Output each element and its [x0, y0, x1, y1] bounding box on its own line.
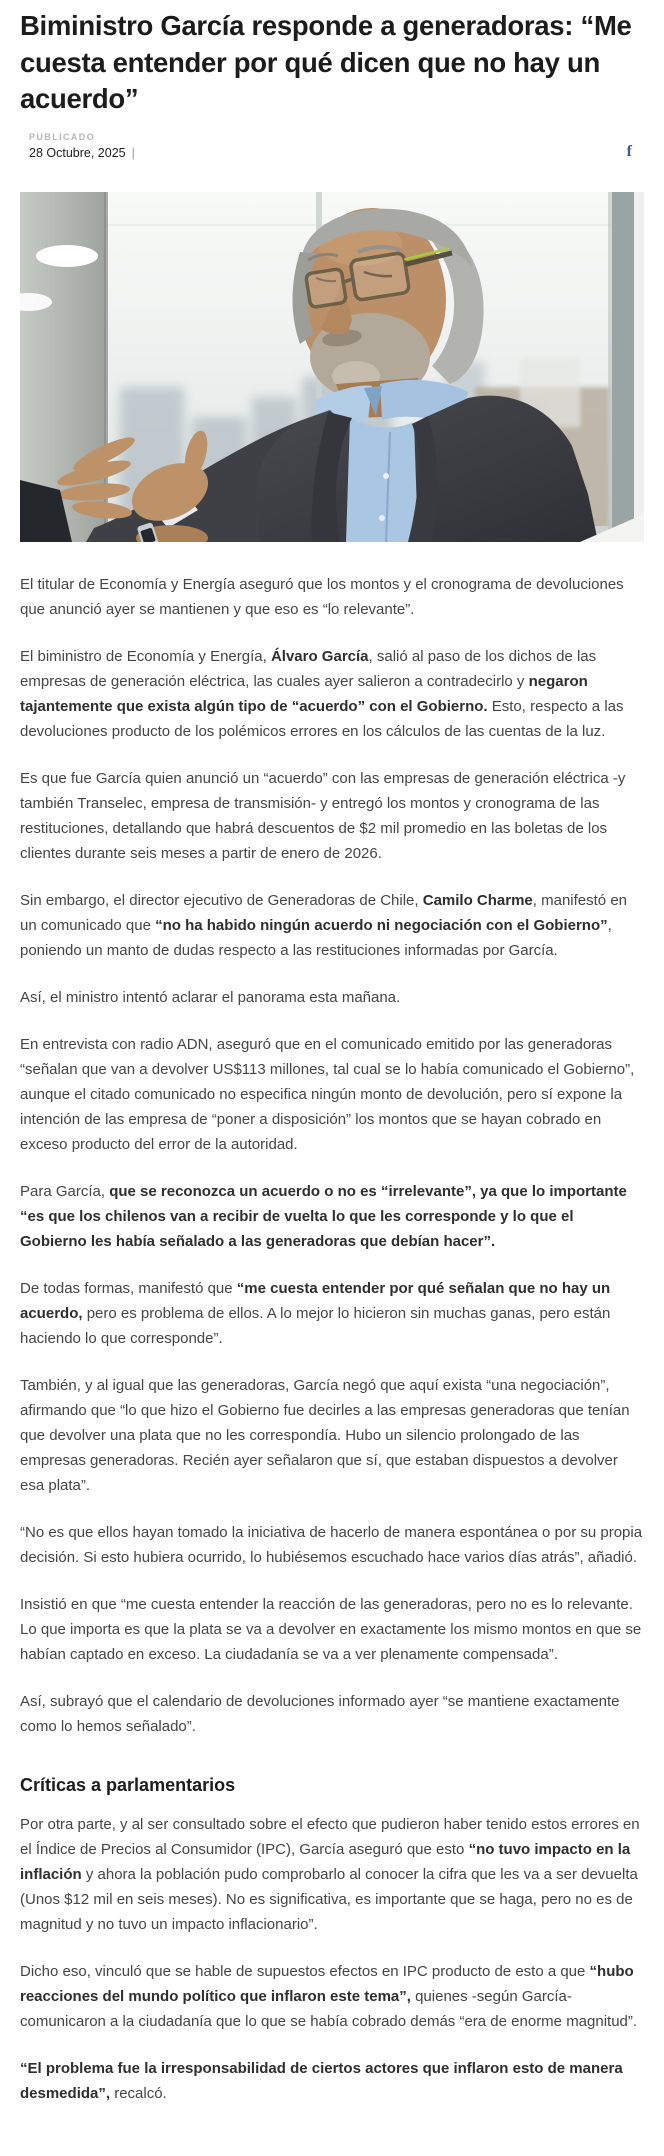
article-paragraph: El biministro de Economía y Energía, Álvaro García, salió al paso de los dichos de las empresas de generación eléctrica, las cuales ayer salieron a contradecirlo y negaron tajantemente que exista algún tipo de “acuerdo” con el Gobierno. Esto, respecto a las devoluciones producto de los polémicos errores en los cálculos de las cuentas de la luz.	[20, 647, 624, 740]
facebook-share-icon[interactable]	[615, 136, 644, 168]
article-photo	[20, 192, 644, 542]
article-paragraph: Así, el ministro intentó aclarar el panorama esta mañana.	[20, 988, 401, 1006]
article-paragraph: Es que fue García quien anunció un “acuerdo” con las empresas de generación eléctrica -y también Transelec, empresa de transmisión- y entregó los montos y cronograma de las restituciones, detallando que habrá descuentos de $2 mil promedio en las boletas de los clientes durante seis meses a partir de enero de 2026.	[20, 769, 626, 862]
article-paragraph: Por otra parte, y al ser consultado sobre el efecto que pudieron haber tenido estos errores en el Índice de Precios al Consumidor (IPC), García aseguró que esto “no tuvo impacto en la inflación y ahora la población pudo comprobarlo al conocer la cifra que les va a ser devuelta (Unos $12 mil en seis meses). No es significativa, es importante que se haga, pero no es de magnitud y no tuvo un impacto inflacionario”.	[20, 1815, 640, 1933]
article-paragraph: Insistió en que “me cuesta entender la reacción de las generadoras, pero no es lo relevante. Lo que importa es que la plata se va a devolver en exactamente los mismo montos en que se habían captado en exceso. La ciudadanía se va a ver plenamente compensada”.	[20, 1595, 642, 1663]
ceiling-light	[36, 245, 98, 267]
article-paragraph: Dicho eso, vinculó que se hable de supuestos efectos en IPC producto de esto a que “hubo reacciones del mundo político que inflaron este tema”, quienes -según García- comunicaron a la ciudadanía que lo que se había cobrado demás “era de enorme magnitud”.	[20, 1962, 638, 2030]
publish-date	[29, 146, 135, 160]
published-label: PUBLICADO	[29, 131, 96, 142]
section-heading: Críticas a parlamentarios	[20, 1774, 236, 1795]
article-paragraph: Sin embargo, el director ejecutivo de Generadoras de Chile, Camilo Charme, manifestó en un comunicado que “no ha habido ningún acuerdo ni negociación con el Gobierno”, poniendo un manto de dudas respecto a las restituciones informadas por García.	[20, 891, 627, 959]
window-frame	[612, 192, 634, 542]
article-paragraph: Así, subrayó que el calendario de devoluciones informado ayer “se mantiene exactamente como lo hemos señalado”.	[20, 1692, 620, 1735]
article-paragraph: También, y al igual que las generadoras, García negó que aquí exista “una negociación”, afirmando que “lo que hizo el Gobierno fue decirles a las empresas generadoras que tenían que devolver una plata que no les correspondía. Hubo un silencio prolongado de las empresas generadoras. Recién ayer señalaron que sí, que estaban dispuestos a devolver esa plata”.	[20, 1376, 630, 1494]
article-paragraph: De todas formas, manifestó que “me cuesta entender por qué señalan que no hay un acuerdo, pero es problema de ellos. A lo mejor lo hicieron sin muchas ganas, pero están haciendo lo que corresponde”.	[20, 1279, 611, 1347]
article-paragraph: En entrevista con radio ADN, aseguró que en el comunicado emitido por las generadoras “señalan que van a devolver US$113 millones, tal cual se lo había comunicado el Gobierno”, aunque el citado comunicado no especifica ningún monto de devolución, pero sí expone la intención de las empresa de “poner a disposición” los montos que se hayan cobrado en exceso producto del error de la autoridad.	[20, 1035, 635, 1153]
photo-illustration	[20, 192, 644, 542]
article-paragraph: Para García, que se reconozca un acuerdo o no es “irrelevante”, ya que lo importante “es que los chilenos van a recibir de vuelta lo que les corresponde y lo que el Gobierno les había señalado a las generadoras que debían hacer”.	[20, 1182, 627, 1250]
article-paragraph: El titular de Economía y Energía aseguró que los montos y el cronograma de devoluciones que anunció ayer se mantienen y que eso es “lo relevante”.	[20, 575, 624, 618]
article-paragraph: “No es que ellos hayan tomado la iniciativa de hacerlo de manera espontánea o por su propia decisión. Si esto hubiera ocurrido, lo hubiésemos escuchado hace varios días atrás”, añadió.	[20, 1523, 643, 1566]
article-paragraph: “El problema fue la irresponsabilidad de ciertos actores que inflaron esto de manera desmedida”, recalcó.	[20, 2059, 623, 2102]
article-body	[20, 572, 644, 2106]
page-title: Biministro García responde a generadoras: “Me cuesta entender por qué dicen que no hay un acuerdo”	[20, 10, 632, 115]
meta-separator: |	[131, 145, 135, 160]
publish-date-text: 28 Octubre, 2025	[29, 145, 126, 160]
publish-meta	[20, 130, 135, 160]
article-meta-row	[20, 130, 644, 168]
facebook-f-glyph: f	[626, 142, 632, 160]
